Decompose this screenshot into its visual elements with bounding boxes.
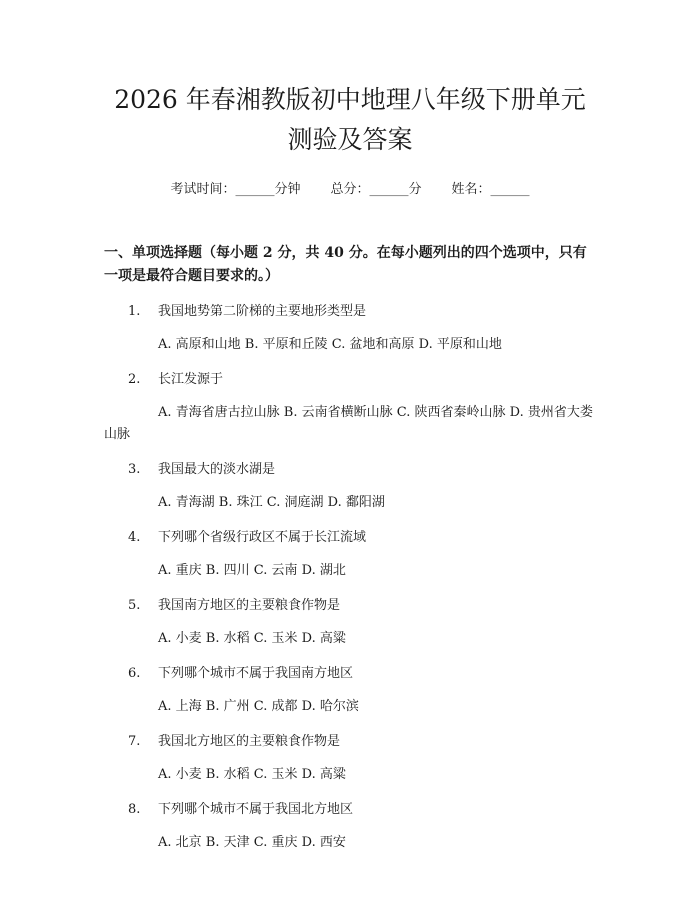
question-stem: 下列哪个城市不属于我国南方地区 [158,666,354,681]
question-options: A. 青海省唐古拉山脉 B. 云南省横断山脉 C. 陕西省秦岭山脉 D. 贵州省大娄山脉 [104,405,593,442]
question-item [104,732,596,786]
question-number: 7. [128,734,141,749]
question-number: 6. [128,666,141,681]
question-number: 5. [128,598,141,613]
section-heading: 一、单项选择题（每小题 2 分，共 40 分。在每小题列出的四个选项中，只有一项是最符合题目要求的。） [104,245,587,284]
question-number: 1. [128,304,141,319]
question-item [104,370,596,446]
question-stem: 下列哪个省级行政区不属于长江流域 [158,530,367,545]
question-stem: 长江发源于 [158,372,224,387]
question-item [104,596,596,650]
question-options: A. 上海 B. 广州 C. 成都 D. 哈尔滨 [158,699,359,714]
exam-time-field: 考试时间：______分钟 [170,182,301,197]
question-stem: 我国南方地区的主要粮食作物是 [158,598,341,613]
total-score-field: 总分：______分 [330,182,422,197]
question-number: 4. [128,530,141,545]
student-name-field: 姓名：______ [451,182,530,197]
question-list [104,302,596,854]
question-stem: 我国最大的淡水湖是 [158,462,276,477]
question-options: A. 重庆 B. 四川 C. 云南 D. 湖北 [158,563,346,578]
question-item [104,528,596,582]
question-stem: 我国地势第二阶梯的主要地形类型是 [158,304,367,319]
question-item [104,460,596,514]
exam-meta [104,180,596,200]
document-title: 2026 年春湘教版初中地理八年级下册单元测验及答案 [114,85,586,154]
question-options: A. 小麦 B. 水稻 C. 玉米 D. 高粱 [158,631,346,646]
question-options: A. 小麦 B. 水稻 C. 玉米 D. 高粱 [158,767,346,782]
question-options: A. 北京 B. 天津 C. 重庆 D. 西安 [158,835,346,850]
question-options: A. 高原和山地 B. 平原和丘陵 C. 盆地和高原 D. 平原和山地 [158,337,502,352]
question-item [104,302,596,356]
question-item [104,800,596,854]
question-number: 2. [128,372,141,387]
question-stem: 我国北方地区的主要粮食作物是 [158,734,341,749]
question-number: 3. [128,462,141,477]
question-options: A. 青海湖 B. 珠江 C. 洞庭湖 D. 鄱阳湖 [158,495,385,510]
question-number: 8. [128,802,141,817]
question-stem: 下列哪个城市不属于我国北方地区 [158,802,354,817]
question-item [104,664,596,718]
